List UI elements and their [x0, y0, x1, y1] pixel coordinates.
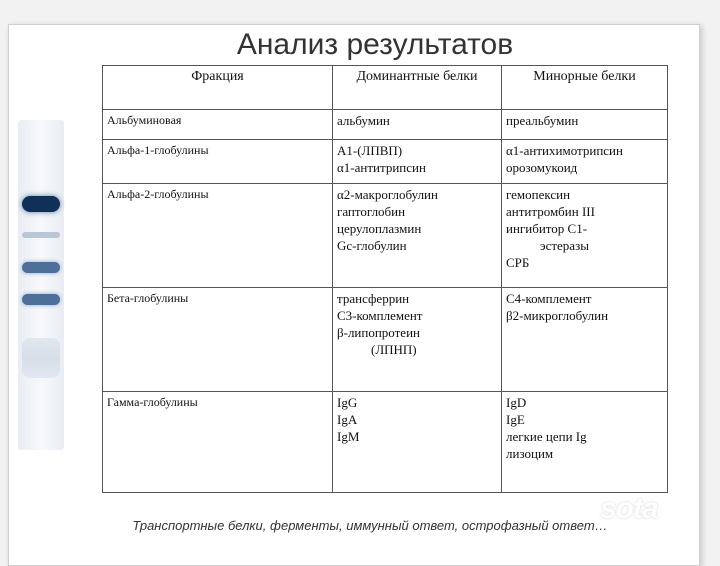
table-row	[103, 110, 668, 140]
dominant-protein: α2-макроглобулин	[337, 187, 438, 202]
beta-band	[22, 294, 60, 305]
table-row	[103, 140, 668, 184]
table-row	[103, 392, 668, 493]
dominant-protein: IgG	[337, 395, 358, 410]
gamma-band	[22, 338, 60, 378]
dominant-protein: альбумин	[337, 113, 390, 128]
dominant-protein: IgA	[337, 412, 358, 427]
dominant-protein: гаптоглобин	[337, 204, 406, 219]
minor-cell	[502, 288, 668, 392]
minor-cell	[502, 140, 668, 184]
header-minor: Минорные белки	[502, 66, 668, 110]
minor-protein: антитромбин III	[506, 204, 595, 219]
dominant-protein: церулоплазмин	[337, 221, 422, 236]
table-header-row	[103, 66, 668, 110]
minor-protein: орозомукоид	[506, 160, 578, 175]
table-row	[103, 184, 668, 288]
alpha1-band	[22, 232, 60, 238]
header-dominant: Доминантные белки	[333, 66, 502, 110]
fraction-name: Альбуминовая	[103, 110, 333, 140]
minor-protein: IgD	[506, 395, 527, 410]
minor-protein: лизоцим	[506, 446, 554, 461]
minor-cell	[502, 110, 668, 140]
minor-protein: α1-антихимотрипсин	[506, 143, 623, 158]
minor-protein: С4-комплемент	[506, 291, 592, 306]
results-table	[102, 65, 668, 493]
minor-protein: IgE	[506, 412, 525, 427]
minor-protein: легкие цепи Ig	[506, 429, 587, 444]
dominant-protein: С3-комплемент	[337, 308, 423, 323]
alpha2-band	[22, 262, 60, 273]
fraction-name: Альфа-2-глобулины	[103, 184, 333, 288]
minor-cell	[502, 392, 668, 493]
table-row	[103, 288, 668, 392]
minor-protein: гемопексин	[506, 187, 571, 202]
minor-protein: ингибитор С1-	[506, 221, 588, 236]
dominant-protein: α1-антитрипсин	[337, 160, 426, 175]
dominant-cell	[333, 140, 502, 184]
fraction-name: Бета-глобулины	[103, 288, 333, 392]
dominant-protein: IgM	[337, 429, 360, 444]
dominant-protein: Gc-глобулин	[337, 238, 407, 253]
minor-protein: эстеразы	[540, 238, 589, 253]
minor-protein: преальбумин	[506, 113, 579, 128]
albumin-band	[22, 196, 60, 212]
fraction-name: Альфа-1-глобулины	[103, 140, 333, 184]
slide-caption: Транспортные белки, ферменты, иммунный ответ, острофазный ответ…	[132, 518, 608, 533]
fraction-name: Гамма-глобулины	[103, 392, 333, 493]
minor-protein: СРБ	[506, 255, 530, 270]
dominant-protein: β-липопротеин	[337, 325, 420, 340]
minor-protein: β2-микроглобулин	[506, 308, 609, 323]
header-fraction: Фракция	[103, 66, 333, 110]
electrophoresis-strip	[18, 120, 64, 450]
dominant-cell	[333, 392, 502, 493]
dominant-protein: А1-(ЛПВП)	[337, 143, 403, 158]
watermark-logo: sota	[600, 492, 658, 525]
dominant-cell	[333, 184, 502, 288]
dominant-protein: (ЛПНП)	[371, 342, 417, 357]
slide-title: Анализ результатов	[236, 28, 514, 61]
minor-cell	[502, 184, 668, 288]
dominant-cell	[333, 288, 502, 392]
dominant-protein: трансферрин	[337, 291, 410, 306]
dominant-cell	[333, 110, 502, 140]
